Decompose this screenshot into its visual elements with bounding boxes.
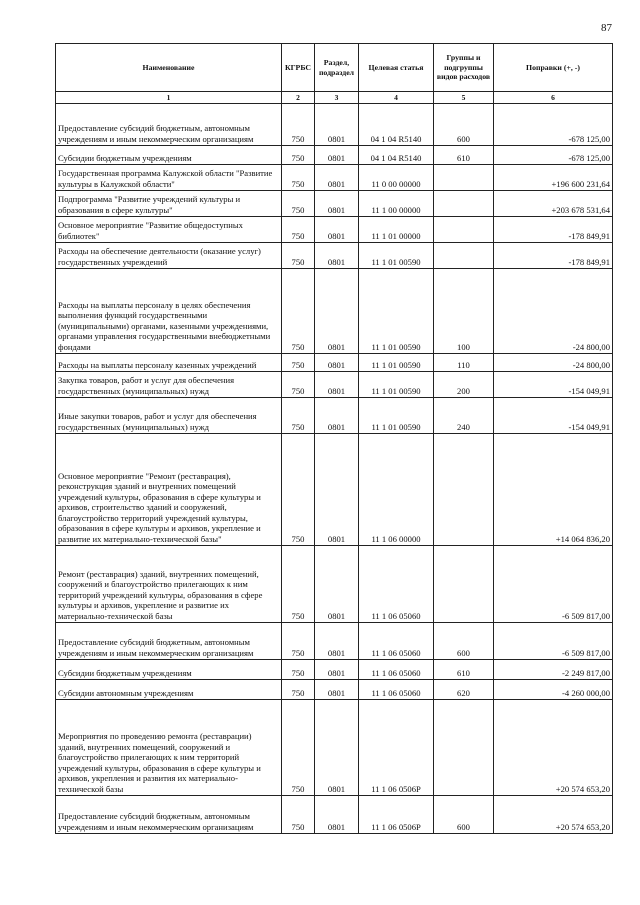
cell-razdel: 0801 <box>315 700 359 796</box>
table-row <box>56 372 613 398</box>
cell-expense-group <box>434 700 494 796</box>
table-row <box>56 700 613 796</box>
cell-kgrbs: 750 <box>282 660 315 680</box>
cell-target-article: 11 1 01 00590 <box>359 243 434 269</box>
header-name: Наименование <box>56 44 282 92</box>
cell-kgrbs: 750 <box>282 104 315 146</box>
page-number: 87 <box>601 22 612 34</box>
cell-amount: -24 800,00 <box>494 269 613 354</box>
budget-amendments-table <box>55 43 613 834</box>
cell-expense-group <box>434 546 494 623</box>
cell-expense-group: 100 <box>434 269 494 354</box>
cell-kgrbs: 750 <box>282 434 315 546</box>
cell-name: Закупка товаров, работ и услуг для обеспечения государственных (муниципальных) нужд <box>56 372 282 398</box>
cell-expense-group <box>434 217 494 243</box>
header-kgrbs: КГРБС <box>282 44 315 92</box>
cell-amount: -178 849,91 <box>494 217 613 243</box>
table-row <box>56 165 613 191</box>
header-amendments: Поправки (+, -) <box>494 44 613 92</box>
cell-amount: +14 064 836,20 <box>494 434 613 546</box>
table-row <box>56 434 613 546</box>
cell-target-article: 11 1 01 00590 <box>359 398 434 434</box>
cell-name: Предоставление субсидий бюджетным, автономным учреждениям и иным некоммерческим организациям <box>56 796 282 834</box>
cell-razdel: 0801 <box>315 165 359 191</box>
cell-target-article: 11 1 06 05060 <box>359 660 434 680</box>
cell-expense-group: 110 <box>434 354 494 372</box>
cell-name: Расходы на выплаты персоналу в целях обеспечения выполнения функций государственными (муниципальными) органами, казенными учреждениями, органами управления государственными внебюджетными фондами <box>56 269 282 354</box>
table-row <box>56 354 613 372</box>
cell-kgrbs: 750 <box>282 680 315 700</box>
header-expense-groups: Группы и подгруппы видов расходов <box>434 44 494 92</box>
cell-name: Основное мероприятие "Развитие общедоступных библиотек" <box>56 217 282 243</box>
column-number: 2 <box>282 92 315 104</box>
cell-target-article: 11 1 06 05060 <box>359 623 434 660</box>
cell-expense-group: 200 <box>434 372 494 398</box>
cell-razdel: 0801 <box>315 243 359 269</box>
cell-name: Основное мероприятие "Ремонт (реставрация), реконструкция зданий и внутренних помещений учреждений культуры, образования в сфере культуры и архивов, строительство зданий и сооружений, благоустройство территорий учреждений культуры, образования в сфере культуры и архивов, укрепление и развитие их материально-технической базы" <box>56 434 282 546</box>
cell-kgrbs: 750 <box>282 243 315 269</box>
cell-target-article: 04 1 04 R5140 <box>359 146 434 165</box>
cell-razdel: 0801 <box>315 660 359 680</box>
cell-target-article: 11 1 06 05060 <box>359 680 434 700</box>
cell-kgrbs: 750 <box>282 217 315 243</box>
cell-amount: -154 049,91 <box>494 398 613 434</box>
cell-amount: -4 260 000,00 <box>494 680 613 700</box>
cell-amount: -678 125,00 <box>494 104 613 146</box>
table-row <box>56 796 613 834</box>
column-number: 5 <box>434 92 494 104</box>
cell-name: Государственная программа Калужской области "Развитие культуры в Калужской области" <box>56 165 282 191</box>
cell-name: Подпрограмма "Развитие учреждений культуры и образования в сфере культуры" <box>56 191 282 217</box>
cell-expense-group: 610 <box>434 660 494 680</box>
cell-kgrbs: 750 <box>282 354 315 372</box>
cell-kgrbs: 750 <box>282 372 315 398</box>
cell-name: Ремонт (реставрация) зданий, внутренних помещений, сооружений и благоустройство прилегающих к ним территорий учреждений культуры, образования в сфере культуры и архивов, укрепление и развитие их материально-технической базы <box>56 546 282 623</box>
cell-name: Расходы на обеспечение деятельности (оказание услуг) государственных учреждений <box>56 243 282 269</box>
cell-amount: -6 509 817,00 <box>494 623 613 660</box>
cell-name: Предоставление субсидий бюджетным, автономным учреждениям и иным некоммерческим организациям <box>56 104 282 146</box>
table-header-row <box>56 44 613 92</box>
cell-target-article: 11 1 01 00590 <box>359 269 434 354</box>
cell-target-article: 04 1 04 R5140 <box>359 104 434 146</box>
table-row <box>56 660 613 680</box>
cell-expense-group: 240 <box>434 398 494 434</box>
cell-amount: -178 849,91 <box>494 243 613 269</box>
cell-razdel: 0801 <box>315 680 359 700</box>
table-row <box>56 680 613 700</box>
cell-amount: +196 600 231,64 <box>494 165 613 191</box>
cell-target-article: 11 1 06 0506Р <box>359 700 434 796</box>
cell-razdel: 0801 <box>315 354 359 372</box>
cell-razdel: 0801 <box>315 623 359 660</box>
cell-name: Субсидии бюджетным учреждениям <box>56 146 282 165</box>
header-razdel: Раздел, подраздел <box>315 44 359 92</box>
table-row <box>56 398 613 434</box>
cell-razdel: 0801 <box>315 796 359 834</box>
table-row <box>56 104 613 146</box>
cell-kgrbs: 750 <box>282 700 315 796</box>
table-row <box>56 269 613 354</box>
table-row <box>56 191 613 217</box>
table-row <box>56 217 613 243</box>
cell-target-article: 11 1 06 0506Р <box>359 796 434 834</box>
cell-target-article: 11 1 00 00000 <box>359 191 434 217</box>
cell-expense-group <box>434 165 494 191</box>
cell-name: Субсидии бюджетным учреждениям <box>56 660 282 680</box>
cell-amount: +203 678 531,64 <box>494 191 613 217</box>
cell-amount: -24 800,00 <box>494 354 613 372</box>
column-number-row <box>56 92 613 104</box>
column-number: 4 <box>359 92 434 104</box>
cell-expense-group: 620 <box>434 680 494 700</box>
cell-kgrbs: 750 <box>282 146 315 165</box>
cell-razdel: 0801 <box>315 434 359 546</box>
cell-amount: -6 509 817,00 <box>494 546 613 623</box>
cell-expense-group: 600 <box>434 104 494 146</box>
cell-amount: +20 574 653,20 <box>494 796 613 834</box>
cell-target-article: 11 1 01 00590 <box>359 372 434 398</box>
cell-kgrbs: 750 <box>282 623 315 660</box>
cell-kgrbs: 750 <box>282 165 315 191</box>
cell-kgrbs: 750 <box>282 191 315 217</box>
header-target-article: Целевая статья <box>359 44 434 92</box>
table-body <box>56 104 613 834</box>
cell-razdel: 0801 <box>315 269 359 354</box>
cell-razdel: 0801 <box>315 146 359 165</box>
cell-name: Предоставление субсидий бюджетным, автономным учреждениям и иным некоммерческим организациям <box>56 623 282 660</box>
cell-name: Субсидии автономным учреждениям <box>56 680 282 700</box>
cell-expense-group <box>434 434 494 546</box>
cell-razdel: 0801 <box>315 104 359 146</box>
cell-expense-group: 610 <box>434 146 494 165</box>
cell-amount: -154 049,91 <box>494 372 613 398</box>
cell-expense-group: 600 <box>434 623 494 660</box>
table-row <box>56 623 613 660</box>
column-number: 6 <box>494 92 613 104</box>
cell-target-article: 11 1 06 00000 <box>359 434 434 546</box>
cell-expense-group <box>434 191 494 217</box>
cell-razdel: 0801 <box>315 217 359 243</box>
column-number: 1 <box>56 92 282 104</box>
table-row <box>56 146 613 165</box>
cell-amount: -2 249 817,00 <box>494 660 613 680</box>
cell-expense-group <box>434 243 494 269</box>
cell-target-article: 11 1 06 05060 <box>359 546 434 623</box>
cell-expense-group: 600 <box>434 796 494 834</box>
cell-name: Иные закупки товаров, работ и услуг для обеспечения государственных (муниципальных) нужд <box>56 398 282 434</box>
cell-target-article: 11 1 01 00590 <box>359 354 434 372</box>
cell-amount: +20 574 653,20 <box>494 700 613 796</box>
cell-amount: -678 125,00 <box>494 146 613 165</box>
cell-razdel: 0801 <box>315 191 359 217</box>
cell-kgrbs: 750 <box>282 398 315 434</box>
cell-target-article: 11 1 01 00000 <box>359 217 434 243</box>
cell-kgrbs: 750 <box>282 269 315 354</box>
cell-razdel: 0801 <box>315 398 359 434</box>
table-row <box>56 546 613 623</box>
cell-target-article: 11 0 00 00000 <box>359 165 434 191</box>
cell-name: Расходы на выплаты персоналу казенных учреждений <box>56 354 282 372</box>
cell-razdel: 0801 <box>315 372 359 398</box>
cell-razdel: 0801 <box>315 546 359 623</box>
column-number: 3 <box>315 92 359 104</box>
cell-kgrbs: 750 <box>282 546 315 623</box>
cell-name: Мероприятия по проведению ремонта (реставрации) зданий, внутренних помещений, сооружений и благоустройство прилегающих к ним территорий учреждений культуры, образования в сфере культуры и архивов, укрепления и развития их материально-технической базы <box>56 700 282 796</box>
table-row <box>56 243 613 269</box>
cell-kgrbs: 750 <box>282 796 315 834</box>
